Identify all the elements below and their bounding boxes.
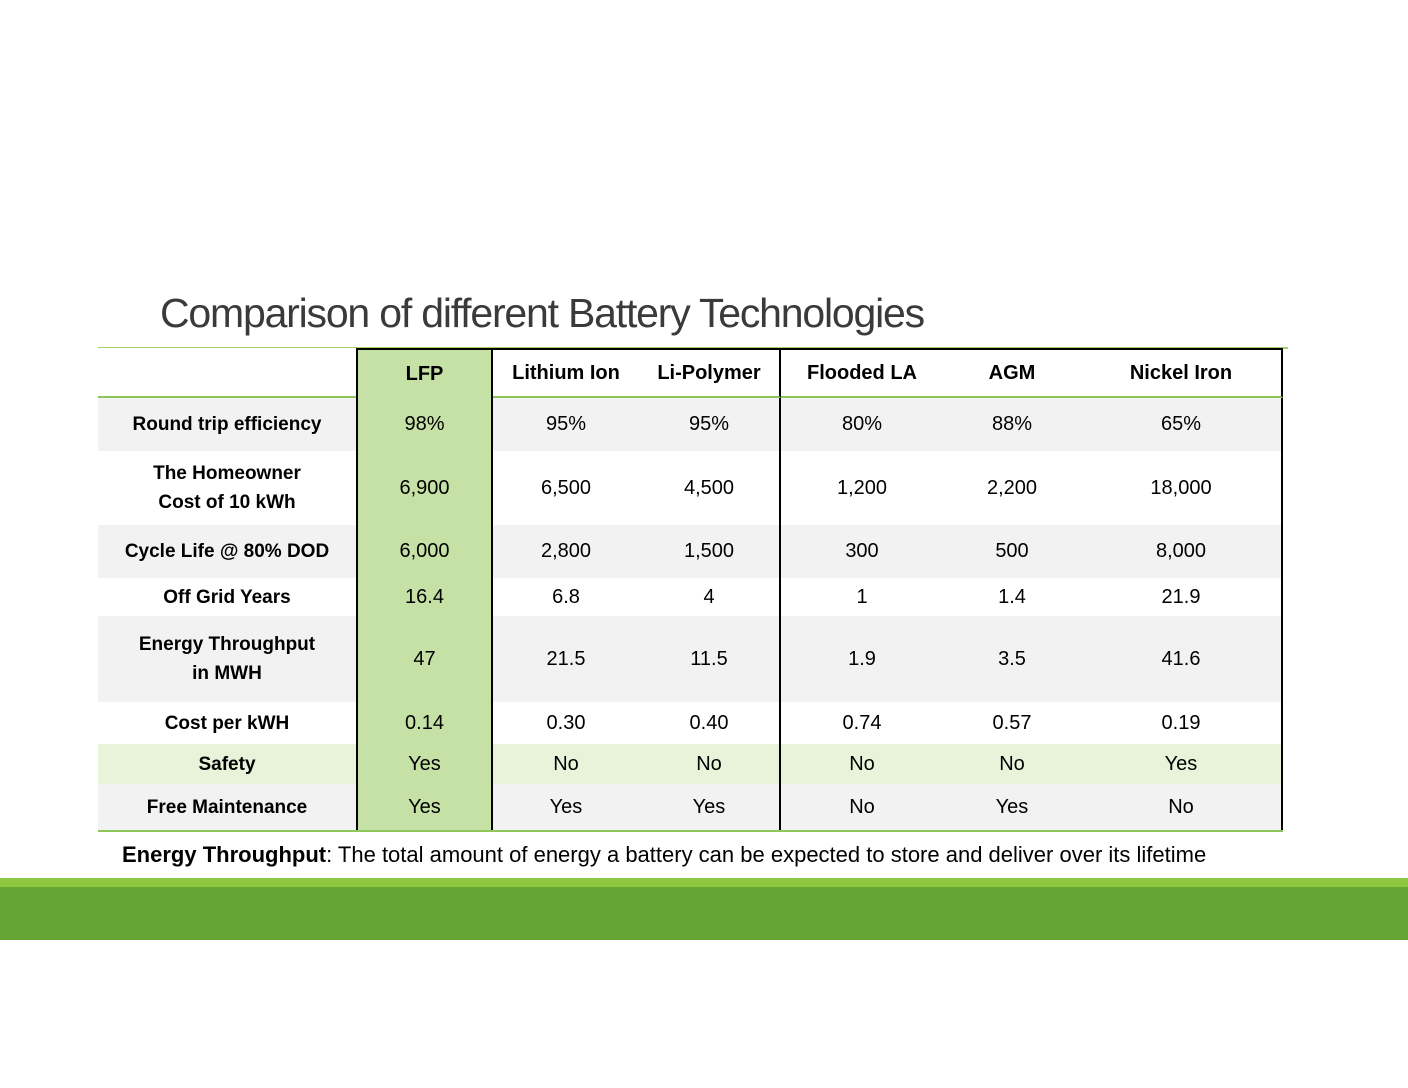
table-cell-nickel-iron: 18,000 [1081,451,1283,525]
table-cell-agm: No [943,744,1081,784]
row-label-line: in MWH [192,663,262,684]
table-cell-li-polymer: 0.40 [639,702,781,744]
table-cell-lfp: 98% [356,398,493,451]
table-cell-flooded-la: 80% [781,398,943,451]
table-cell-lithium-ion: 0.30 [493,702,639,744]
table-cell-flooded-la: 1 [781,578,943,616]
row-label [98,451,356,525]
table-cell-lfp: 16.4 [356,578,493,616]
table-cell-lithium-ion: 21.5 [493,616,639,702]
table-cell-agm: Yes [943,784,1081,830]
table-cell-lithium-ion: Yes [493,784,639,830]
table-cell-nickel-iron: 65% [1081,398,1283,451]
footnote [122,842,1206,868]
table-cell-nickel-iron: Yes [1081,744,1283,784]
row-label-line: Cost per kWH [164,712,290,734]
table-cell-nickel-iron: 21.9 [1081,578,1283,616]
footer-band [0,887,1408,940]
table-cell-li-polymer: 4 [639,578,781,616]
footnote-definition: : The total amount of energy a battery can be expected to store and deliver over its lifetime [326,842,1207,867]
comparison-table [98,348,1283,832]
table-cell-agm: 0.57 [943,702,1081,744]
table-cell-lfp: 6,900 [356,451,493,525]
table-cell-flooded-la: No [781,744,943,784]
table-cell-flooded-la: 1,200 [781,451,943,525]
table-cell-nickel-iron: 41.6 [1081,616,1283,702]
table-cell-lfp: 47 [356,616,493,702]
table-cell-nickel-iron: No [1081,784,1283,830]
table-cell-agm: 3.5 [943,616,1081,702]
table-cell-flooded-la: No [781,784,943,830]
table-cell-lithium-ion: No [493,744,639,784]
row-label [98,525,356,578]
footnote-term: Energy Throughput [122,842,327,867]
row-label [98,398,356,451]
table-cell-lfp: Yes [356,784,493,830]
header-cell-corner [98,348,356,398]
row-label [98,578,356,616]
table-cell-lfp: 0.14 [356,702,493,744]
table-cell-agm: 500 [943,525,1081,578]
row-label-line: Energy Throughput [138,634,316,655]
table-cell-li-polymer: 95% [639,398,781,451]
header-cell-li-polymer: Li-Polymer [639,348,781,398]
header-cell-lfp: LFP [356,348,493,398]
row-label-line: Round trip efficiency [132,414,322,435]
table-cell-agm: 1.4 [943,578,1081,616]
table-cell-lithium-ion: 6,500 [493,451,639,525]
table-cell-lfp: 6,000 [356,525,493,578]
table-cell-agm: 88% [943,398,1081,451]
table-cell-lfp: Yes [356,744,493,784]
row-label-line: Safety [198,753,256,775]
header-cell-flooded-la: Flooded LA [781,348,943,398]
row-label-line: Free Maintenance [146,796,308,818]
header-cell-lithium-ion: Lithium Ion [493,348,639,398]
table-cell-lithium-ion: 2,800 [493,525,639,578]
table-cell-flooded-la: 300 [781,525,943,578]
table-cell-nickel-iron: 8,000 [1081,525,1283,578]
table-cell-lithium-ion: 6.8 [493,578,639,616]
table-cell-li-polymer: Yes [639,784,781,830]
table-cell-li-polymer: 4,500 [639,451,781,525]
row-label-line: Cost of 10 kWh [158,492,296,513]
row-label [98,744,356,784]
row-label-line: Cycle Life @ 80% DOD [124,541,330,562]
row-label-line: Off Grid Years [163,586,291,608]
row-label [98,784,356,830]
footer-accent-stripe [0,878,1408,887]
row-label-line: The Homeowner [153,463,301,484]
row-label [98,616,356,702]
table-cell-li-polymer: No [639,744,781,784]
header-cell-nickel-iron: Nickel Iron [1081,348,1283,398]
slide-title: Comparison of different Battery Technologies [160,290,924,336]
header-cell-agm: AGM [943,348,1081,398]
table-cell-flooded-la: 1.9 [781,616,943,702]
table-cell-agm: 2,200 [943,451,1081,525]
table-cell-li-polymer: 1,500 [639,525,781,578]
table-cell-li-polymer: 11.5 [639,616,781,702]
table-cell-flooded-la: 0.74 [781,702,943,744]
table-cell-nickel-iron: 0.19 [1081,702,1283,744]
table-cell-lithium-ion: 95% [493,398,639,451]
row-label [98,702,356,744]
